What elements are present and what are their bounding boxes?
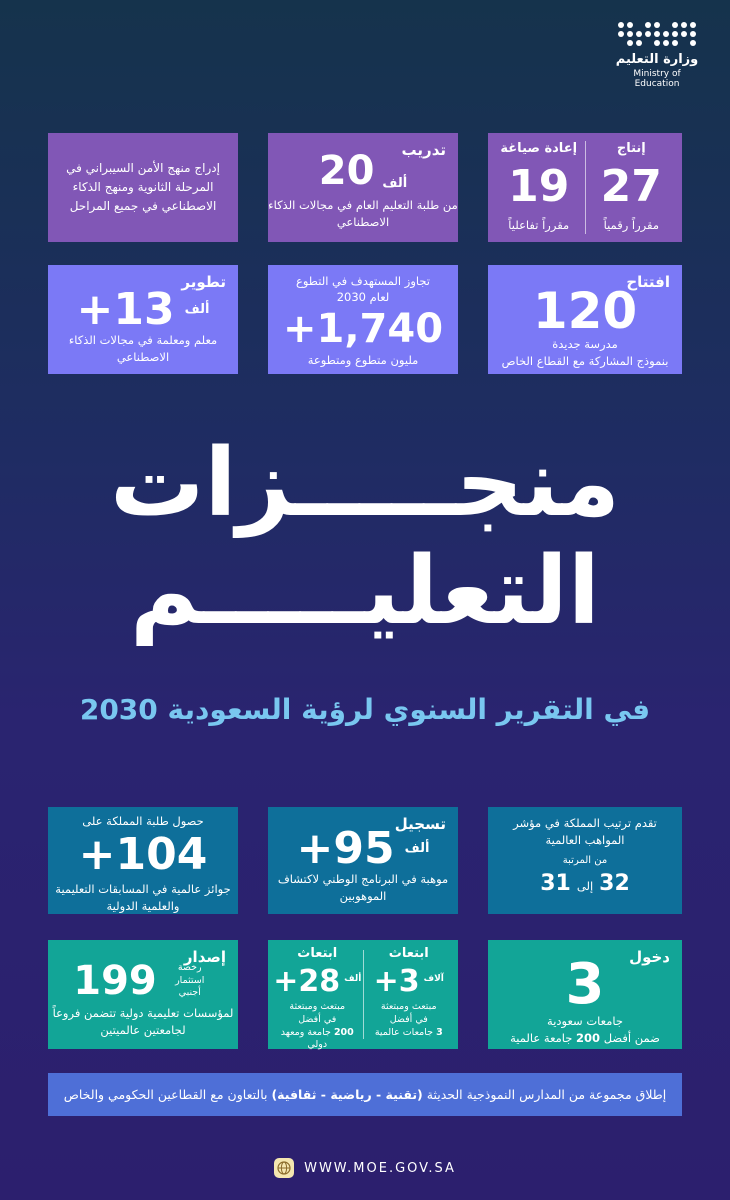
desc-post: جامعة عالمية xyxy=(510,1030,573,1045)
desc-line3: جامعة ومعهد دولي xyxy=(280,1026,331,1051)
card-title: تسجيل xyxy=(394,815,446,833)
card-title-line2: لعام 2030 xyxy=(336,289,390,304)
card-desc: جوائز عالمية في المسابقات التعليمية والعلمية الدولية xyxy=(55,882,231,913)
card-volunteering xyxy=(268,265,458,374)
card-desc: جامعات سعودية xyxy=(547,1013,623,1028)
card-title: تقدم ترتيب المملكة في مؤشر المواهب العالمية xyxy=(513,816,657,847)
card-number-row xyxy=(318,147,408,194)
card-desc: مليون متطوع ومتطوعة xyxy=(307,353,419,368)
globe-icon xyxy=(274,1158,294,1178)
card-half-scholar-3k xyxy=(364,946,455,1043)
card-title: دخول xyxy=(629,948,670,966)
desc-line2: في أفضل xyxy=(389,1013,428,1025)
logo-english-text: Ministry of Education xyxy=(633,69,681,89)
card-scholarships xyxy=(268,940,458,1049)
card-half-scholar-28k xyxy=(272,946,363,1051)
card-desc-line2: بنموذج المشاركة مع القطاع الخاص xyxy=(501,353,669,368)
card-produce-courses xyxy=(488,133,682,242)
card-title: ابتعاث xyxy=(388,946,429,961)
card-gifted-registration xyxy=(268,807,458,914)
card-text: إدراج منهج الأمن السيبراني في المرحلة الثانوية ومنهج الذكاء الاصطناعي في جميع المراحل xyxy=(66,160,220,214)
card-unit: ألف xyxy=(344,974,362,984)
banner-pre: إطلاق مجموعة من المدارس النموذجية الحديثة xyxy=(426,1087,667,1102)
card-value: +104 xyxy=(78,829,208,881)
card-value: 20 xyxy=(318,147,375,194)
card-value: +13 xyxy=(76,283,175,335)
card-title: تطوير xyxy=(181,273,226,291)
rank-from-value: 32 xyxy=(599,870,630,896)
card-investment-licenses xyxy=(48,940,238,1049)
card-unit: ألف xyxy=(382,175,408,191)
card-value: +1,740 xyxy=(282,306,444,353)
logo-dots-icon xyxy=(612,22,702,46)
main-title xyxy=(0,430,730,646)
card-title: تجاوز المستهدف في التطوع xyxy=(295,274,431,289)
desc-line1: مبتعث ومبتعثة xyxy=(289,1001,346,1012)
desc-num: 200 xyxy=(576,1030,601,1045)
card-cyber-curriculum xyxy=(48,133,238,242)
card-title: افتتاح xyxy=(626,273,670,291)
card-desc: مقرراً تفاعلياً xyxy=(508,218,570,233)
card-value: 19 xyxy=(508,160,570,212)
title-line-1: منجـــــزات xyxy=(109,429,621,538)
card-desc: من طلبة التعليم العام في مجالات الذكاء الاصطناعي xyxy=(268,197,458,229)
card-value: 199 xyxy=(73,957,157,1004)
banner-bold: (تقنية - رياضية - ثقافية) xyxy=(271,1087,423,1102)
card-unit: آلاف xyxy=(423,974,444,984)
rank-from-label: من المرتبة xyxy=(562,855,608,867)
rank-to-label: إلى xyxy=(576,878,594,893)
card-desc xyxy=(375,1001,443,1039)
card-unit: ألف xyxy=(184,302,210,318)
desc-pre: ضمن أفضل xyxy=(603,1030,660,1045)
card-value: 120 xyxy=(532,281,638,340)
title-line-2: التعليـــــم xyxy=(129,537,601,647)
divider xyxy=(363,950,364,1039)
model-schools-banner xyxy=(48,1073,682,1116)
banner-post: بالتعاون مع القطاعين الحكومي والخاص xyxy=(63,1087,268,1102)
desc-num: 3 xyxy=(436,1026,443,1038)
desc-line3: جامعات عالمية xyxy=(374,1026,434,1038)
rank-to-value: 31 xyxy=(540,870,571,896)
card-number-row xyxy=(296,822,430,874)
card-desc: موهبة في البرنامج الوطني لاكتشاف الموهوبين xyxy=(277,871,449,903)
card-talent-index xyxy=(488,807,682,914)
card-side-text: رخصة استثمار أجنبي xyxy=(175,962,205,998)
card-title: إنتاج xyxy=(616,141,646,156)
footer xyxy=(0,1158,730,1178)
card-value: +3 xyxy=(373,964,420,999)
card-number-row xyxy=(73,957,213,1004)
card-training xyxy=(268,133,458,242)
card-title: إعادة صياغة xyxy=(500,141,578,156)
card-desc: مدرسة جديدة xyxy=(552,336,618,351)
card-desc: معلم ومعلمة في مجالات الذكاء الاصطناعي xyxy=(68,332,218,364)
card-title: تدريب xyxy=(401,141,446,159)
card-value: 27 xyxy=(600,160,662,212)
card-desc xyxy=(272,1001,363,1052)
logo-arabic-text: وزارة التعليم xyxy=(615,52,699,67)
card-develop-teachers xyxy=(48,265,238,374)
card-desc: مقرراً رقمياً xyxy=(603,218,659,233)
divider xyxy=(585,141,586,234)
card-global-awards xyxy=(48,807,238,914)
card-title: ابتعاث xyxy=(297,946,338,961)
card-number-row xyxy=(76,283,210,335)
desc-num: 200 xyxy=(333,1026,354,1038)
card-value: 3 xyxy=(565,951,605,1017)
card-value: +95 xyxy=(296,822,395,874)
card-title: حصول طلبة المملكة على xyxy=(82,813,204,828)
website-link[interactable]: WWW.MOE.GOV.SA xyxy=(304,1160,456,1176)
desc-line1: مبتعث ومبتعثة xyxy=(380,1001,437,1012)
card-new-schools xyxy=(488,265,682,374)
card-title: إصدار xyxy=(183,948,226,966)
card-half-reformulate xyxy=(495,141,582,234)
card-value: +28 xyxy=(273,964,341,999)
card-unit: ألف xyxy=(404,841,430,857)
card-universities-ranking xyxy=(488,940,682,1049)
card-half-produce xyxy=(588,141,675,234)
ministry-logo xyxy=(612,22,702,89)
card-desc: لمؤسسات تعليمية دولية تتضمن فروعاً لجامعتين عالميتين xyxy=(52,1005,234,1037)
desc-line2: في أفضل xyxy=(298,1013,337,1025)
card-desc-line2 xyxy=(510,1030,660,1047)
subtitle: في التقرير السنوي لرؤية السعودية 2030 xyxy=(79,693,651,726)
rank-row xyxy=(540,870,630,896)
